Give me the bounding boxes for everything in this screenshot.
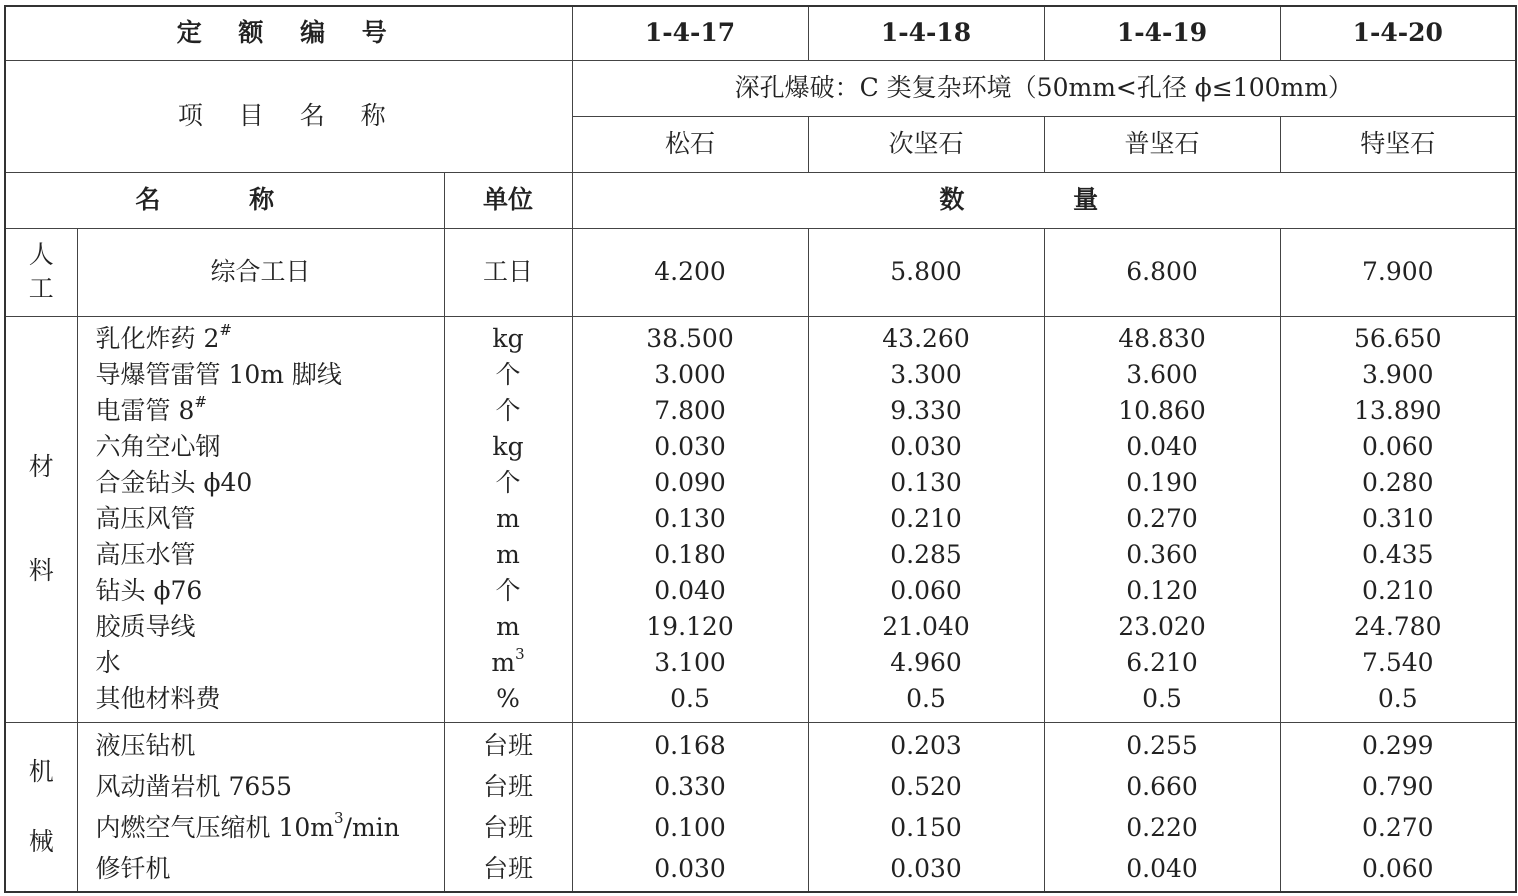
materials-values-1 <box>572 316 808 722</box>
materials-item-value: 3.300 <box>890 360 962 389</box>
materials-item-value: 24.780 <box>1354 612 1442 641</box>
materials-item-name <box>96 357 444 393</box>
materials-item-value: 0.285 <box>890 540 962 569</box>
machinery-item-value: 0.168 <box>654 730 726 760</box>
materials-item-value: 10.860 <box>1118 396 1206 425</box>
materials-item-value: 38.500 <box>646 324 734 353</box>
materials-item-unit <box>445 393 572 429</box>
machinery-item-unit <box>445 766 572 807</box>
machinery-item-name-text: 修钎机 <box>95 853 171 883</box>
materials-item-value: 3.900 <box>1361 360 1434 389</box>
materials-item-value: 7.800 <box>654 396 726 425</box>
materials-item-value: 48.830 <box>1118 324 1206 353</box>
materials-item-name-text: 导爆管雷管 10m 脚线 <box>95 360 342 389</box>
machinery-item-name <box>96 766 444 807</box>
materials-item-unit <box>445 573 572 609</box>
machinery-item-unit-text: 台班 <box>483 730 534 760</box>
machinery-item-value: 0.330 <box>654 771 726 801</box>
materials-unit-list <box>444 316 572 722</box>
materials-item-unit-text: 个 <box>495 396 521 425</box>
code-row <box>5 6 1516 60</box>
labor-value-3: 6.800 <box>1044 228 1280 316</box>
machinery-row <box>5 722 1516 892</box>
machinery-category-char-1: 机 <box>28 756 54 786</box>
materials-item-name <box>96 501 444 537</box>
materials-item-value: 4.960 <box>890 648 962 677</box>
machinery-item-name <box>96 725 444 766</box>
materials-item-value: 0.030 <box>890 432 962 461</box>
materials-item-name-text: 电雷管 8 <box>95 396 195 425</box>
materials-item-name-text: 水 <box>95 648 121 677</box>
materials-item-value: 0.5 <box>1377 684 1418 713</box>
materials-item-name-text: 胶质导线 <box>95 612 196 641</box>
materials-item-name-text: 钻头 ϕ76 <box>95 576 203 605</box>
materials-item-unit-text: m <box>496 504 520 533</box>
materials-item-value: 0.030 <box>654 432 726 461</box>
materials-item-name-text: 六角空心钢 <box>95 432 221 461</box>
materials-item-unit-text: % <box>496 684 520 713</box>
machinery-item-name-text: 液压钻机 <box>95 730 196 760</box>
materials-item-name-text: 合金钻头 ϕ40 <box>95 468 253 497</box>
code-2: 1-4-18 <box>808 6 1044 60</box>
materials-item-name-text: 高压风管 <box>95 504 196 533</box>
materials-name-list <box>77 316 444 722</box>
labor-category-char-2: 工 <box>28 274 54 303</box>
materials-item-name-sup: # <box>194 392 207 411</box>
code-label: 定 额 编 号 <box>5 6 572 60</box>
materials-item-value: 9.330 <box>890 396 962 425</box>
materials-item-value: 0.5 <box>1142 684 1182 713</box>
machinery-name-list <box>77 722 444 892</box>
materials-item-name-sup: # <box>219 320 232 339</box>
machinery-item-value: 0.220 <box>1126 812 1198 842</box>
quota-table <box>4 5 1517 893</box>
materials-category-char-1: 材 <box>28 452 54 481</box>
machinery-item-unit <box>445 848 572 889</box>
materials-item-value: 0.210 <box>1361 576 1434 605</box>
machinery-category <box>5 722 77 892</box>
machinery-item-name <box>96 848 444 889</box>
materials-item-value: 0.130 <box>654 504 726 533</box>
materials-item-name <box>96 393 444 429</box>
materials-item-unit <box>445 537 572 573</box>
materials-item-name <box>96 681 444 717</box>
machinery-item-name <box>96 807 444 848</box>
materials-item-value: 0.130 <box>890 468 962 497</box>
materials-item-value: 0.090 <box>654 468 726 497</box>
materials-item-unit <box>445 681 572 717</box>
materials-row <box>5 316 1516 722</box>
materials-values-4 <box>1280 316 1516 722</box>
project-title: 深孔爆破：C 类复杂环境（50mm<孔径 ϕ≤100mm） <box>572 60 1516 116</box>
materials-item-value: 0.040 <box>1126 432 1198 461</box>
machinery-item-value: 0.255 <box>1126 730 1198 760</box>
machinery-item-value: 0.660 <box>1126 771 1198 801</box>
materials-item-unit-text: kg <box>492 324 524 353</box>
machinery-item-name-text: 内燃空气压缩机 10m <box>95 812 334 842</box>
materials-item-value: 0.190 <box>1126 468 1198 497</box>
quantity-label: 数 量 <box>572 172 1516 228</box>
materials-item-value: 0.040 <box>654 576 726 605</box>
machinery-item-value: 0.520 <box>890 771 962 801</box>
materials-item-name <box>96 429 444 465</box>
materials-item-unit-text: m <box>496 540 520 569</box>
materials-item-value: 0.210 <box>890 504 962 533</box>
labor-category-char-1: 人 <box>28 240 54 269</box>
rock-type-3: 普坚石 <box>1044 116 1280 172</box>
materials-item-value: 43.260 <box>882 324 970 353</box>
materials-item-unit <box>445 321 572 357</box>
machinery-unit-list <box>444 722 572 892</box>
materials-item-unit <box>445 609 572 645</box>
materials-item-value: 23.020 <box>1118 612 1206 641</box>
materials-item-unit-text: 个 <box>495 576 521 605</box>
machinery-item-unit-text: 台班 <box>483 771 534 801</box>
materials-item-unit <box>445 465 572 501</box>
machinery-item-name-sup: 3 <box>333 809 344 828</box>
materials-category-char-2: 料 <box>28 556 54 585</box>
materials-item-name <box>96 537 444 573</box>
materials-item-value: 7.540 <box>1361 648 1434 677</box>
machinery-category-char-2: 械 <box>28 826 54 856</box>
machinery-item-unit <box>445 807 572 848</box>
materials-item-name-text: 高压水管 <box>95 540 196 569</box>
materials-item-name-text: 乳化炸药 2 <box>95 324 220 353</box>
materials-item-name <box>96 609 444 645</box>
rock-type-2: 次坚石 <box>808 116 1044 172</box>
materials-item-value: 0.360 <box>1126 540 1198 569</box>
materials-item-unit-text: kg <box>492 432 524 461</box>
machinery-item-unit <box>445 725 572 766</box>
materials-item-value: 0.270 <box>1126 504 1198 533</box>
materials-item-unit <box>445 357 572 393</box>
code-4: 1-4-20 <box>1280 6 1516 60</box>
labor-unit: 工日 <box>444 228 572 316</box>
column-header-row <box>5 172 1516 228</box>
materials-item-name <box>96 573 444 609</box>
machinery-item-unit-text: 台班 <box>483 812 534 842</box>
materials-item-value: 13.890 <box>1354 396 1442 425</box>
materials-item-name <box>96 465 444 501</box>
materials-item-name-text: 其他材料费 <box>95 684 221 713</box>
materials-item-value: 0.310 <box>1361 504 1434 533</box>
machinery-item-value: 0.030 <box>654 853 726 883</box>
materials-item-unit-text: 个 <box>495 360 521 389</box>
materials-item-value: 0.5 <box>670 684 710 713</box>
labor-item: 综合工日 <box>77 228 444 316</box>
code-1: 1-4-17 <box>572 6 808 60</box>
name-label: 名 称 <box>5 172 444 228</box>
materials-item-value: 0.280 <box>1361 468 1434 497</box>
materials-item-name <box>96 645 444 681</box>
materials-values-2 <box>808 316 1044 722</box>
unit-label: 单位 <box>444 172 572 228</box>
materials-item-value: 3.000 <box>654 360 726 389</box>
machinery-item-value: 0.060 <box>1361 853 1434 883</box>
rock-type-1: 松石 <box>572 116 808 172</box>
machinery-item-value: 0.150 <box>890 812 962 842</box>
materials-item-value: 19.120 <box>646 612 734 641</box>
machinery-values-4 <box>1280 722 1516 892</box>
materials-item-value: 21.040 <box>882 612 970 641</box>
materials-item-unit-text: m <box>496 612 520 641</box>
materials-item-unit-sup: 3 <box>515 644 525 663</box>
materials-item-name <box>96 321 444 357</box>
materials-item-unit-text: m <box>491 648 516 677</box>
machinery-item-value: 0.203 <box>890 730 962 760</box>
machinery-item-name-suffix: /min <box>343 812 400 842</box>
machinery-item-value: 0.270 <box>1361 812 1434 842</box>
machinery-values-2 <box>808 722 1044 892</box>
labor-value-1: 4.200 <box>572 228 808 316</box>
machinery-item-value: 0.040 <box>1126 853 1198 883</box>
materials-item-unit <box>445 645 572 681</box>
materials-item-unit-text: 个 <box>495 468 521 497</box>
machinery-item-name-text: 风动凿岩机 7655 <box>95 771 293 801</box>
machinery-values-3 <box>1044 722 1280 892</box>
machinery-item-unit-text: 台班 <box>483 853 534 883</box>
code-3: 1-4-19 <box>1044 6 1280 60</box>
materials-item-value: 0.5 <box>906 684 946 713</box>
materials-item-value: 0.435 <box>1361 540 1434 569</box>
materials-item-value: 0.060 <box>890 576 962 605</box>
project-label: 项 目 名 称 <box>5 60 572 172</box>
materials-item-value: 0.060 <box>1361 432 1434 461</box>
labor-value-4: 7.900 <box>1280 228 1516 316</box>
machinery-item-value: 0.100 <box>654 812 726 842</box>
machinery-item-value: 0.790 <box>1361 771 1434 801</box>
materials-values-3 <box>1044 316 1280 722</box>
materials-item-value: 3.600 <box>1126 360 1198 389</box>
materials-item-value: 3.100 <box>654 648 726 677</box>
machinery-values-1 <box>572 722 808 892</box>
materials-item-value: 56.650 <box>1354 324 1442 353</box>
labor-category <box>5 228 77 316</box>
materials-item-unit <box>445 501 572 537</box>
labor-value-2: 5.800 <box>808 228 1044 316</box>
materials-item-value: 6.210 <box>1126 648 1198 677</box>
materials-item-value: 0.120 <box>1126 576 1198 605</box>
labor-row <box>5 228 1516 316</box>
materials-item-value: 0.180 <box>654 540 726 569</box>
machinery-item-value: 0.299 <box>1361 730 1434 760</box>
materials-item-unit <box>445 429 572 465</box>
machinery-item-value: 0.030 <box>890 853 962 883</box>
rock-type-4: 特坚石 <box>1280 116 1516 172</box>
project-title-row <box>5 60 1516 116</box>
materials-category <box>5 316 77 722</box>
